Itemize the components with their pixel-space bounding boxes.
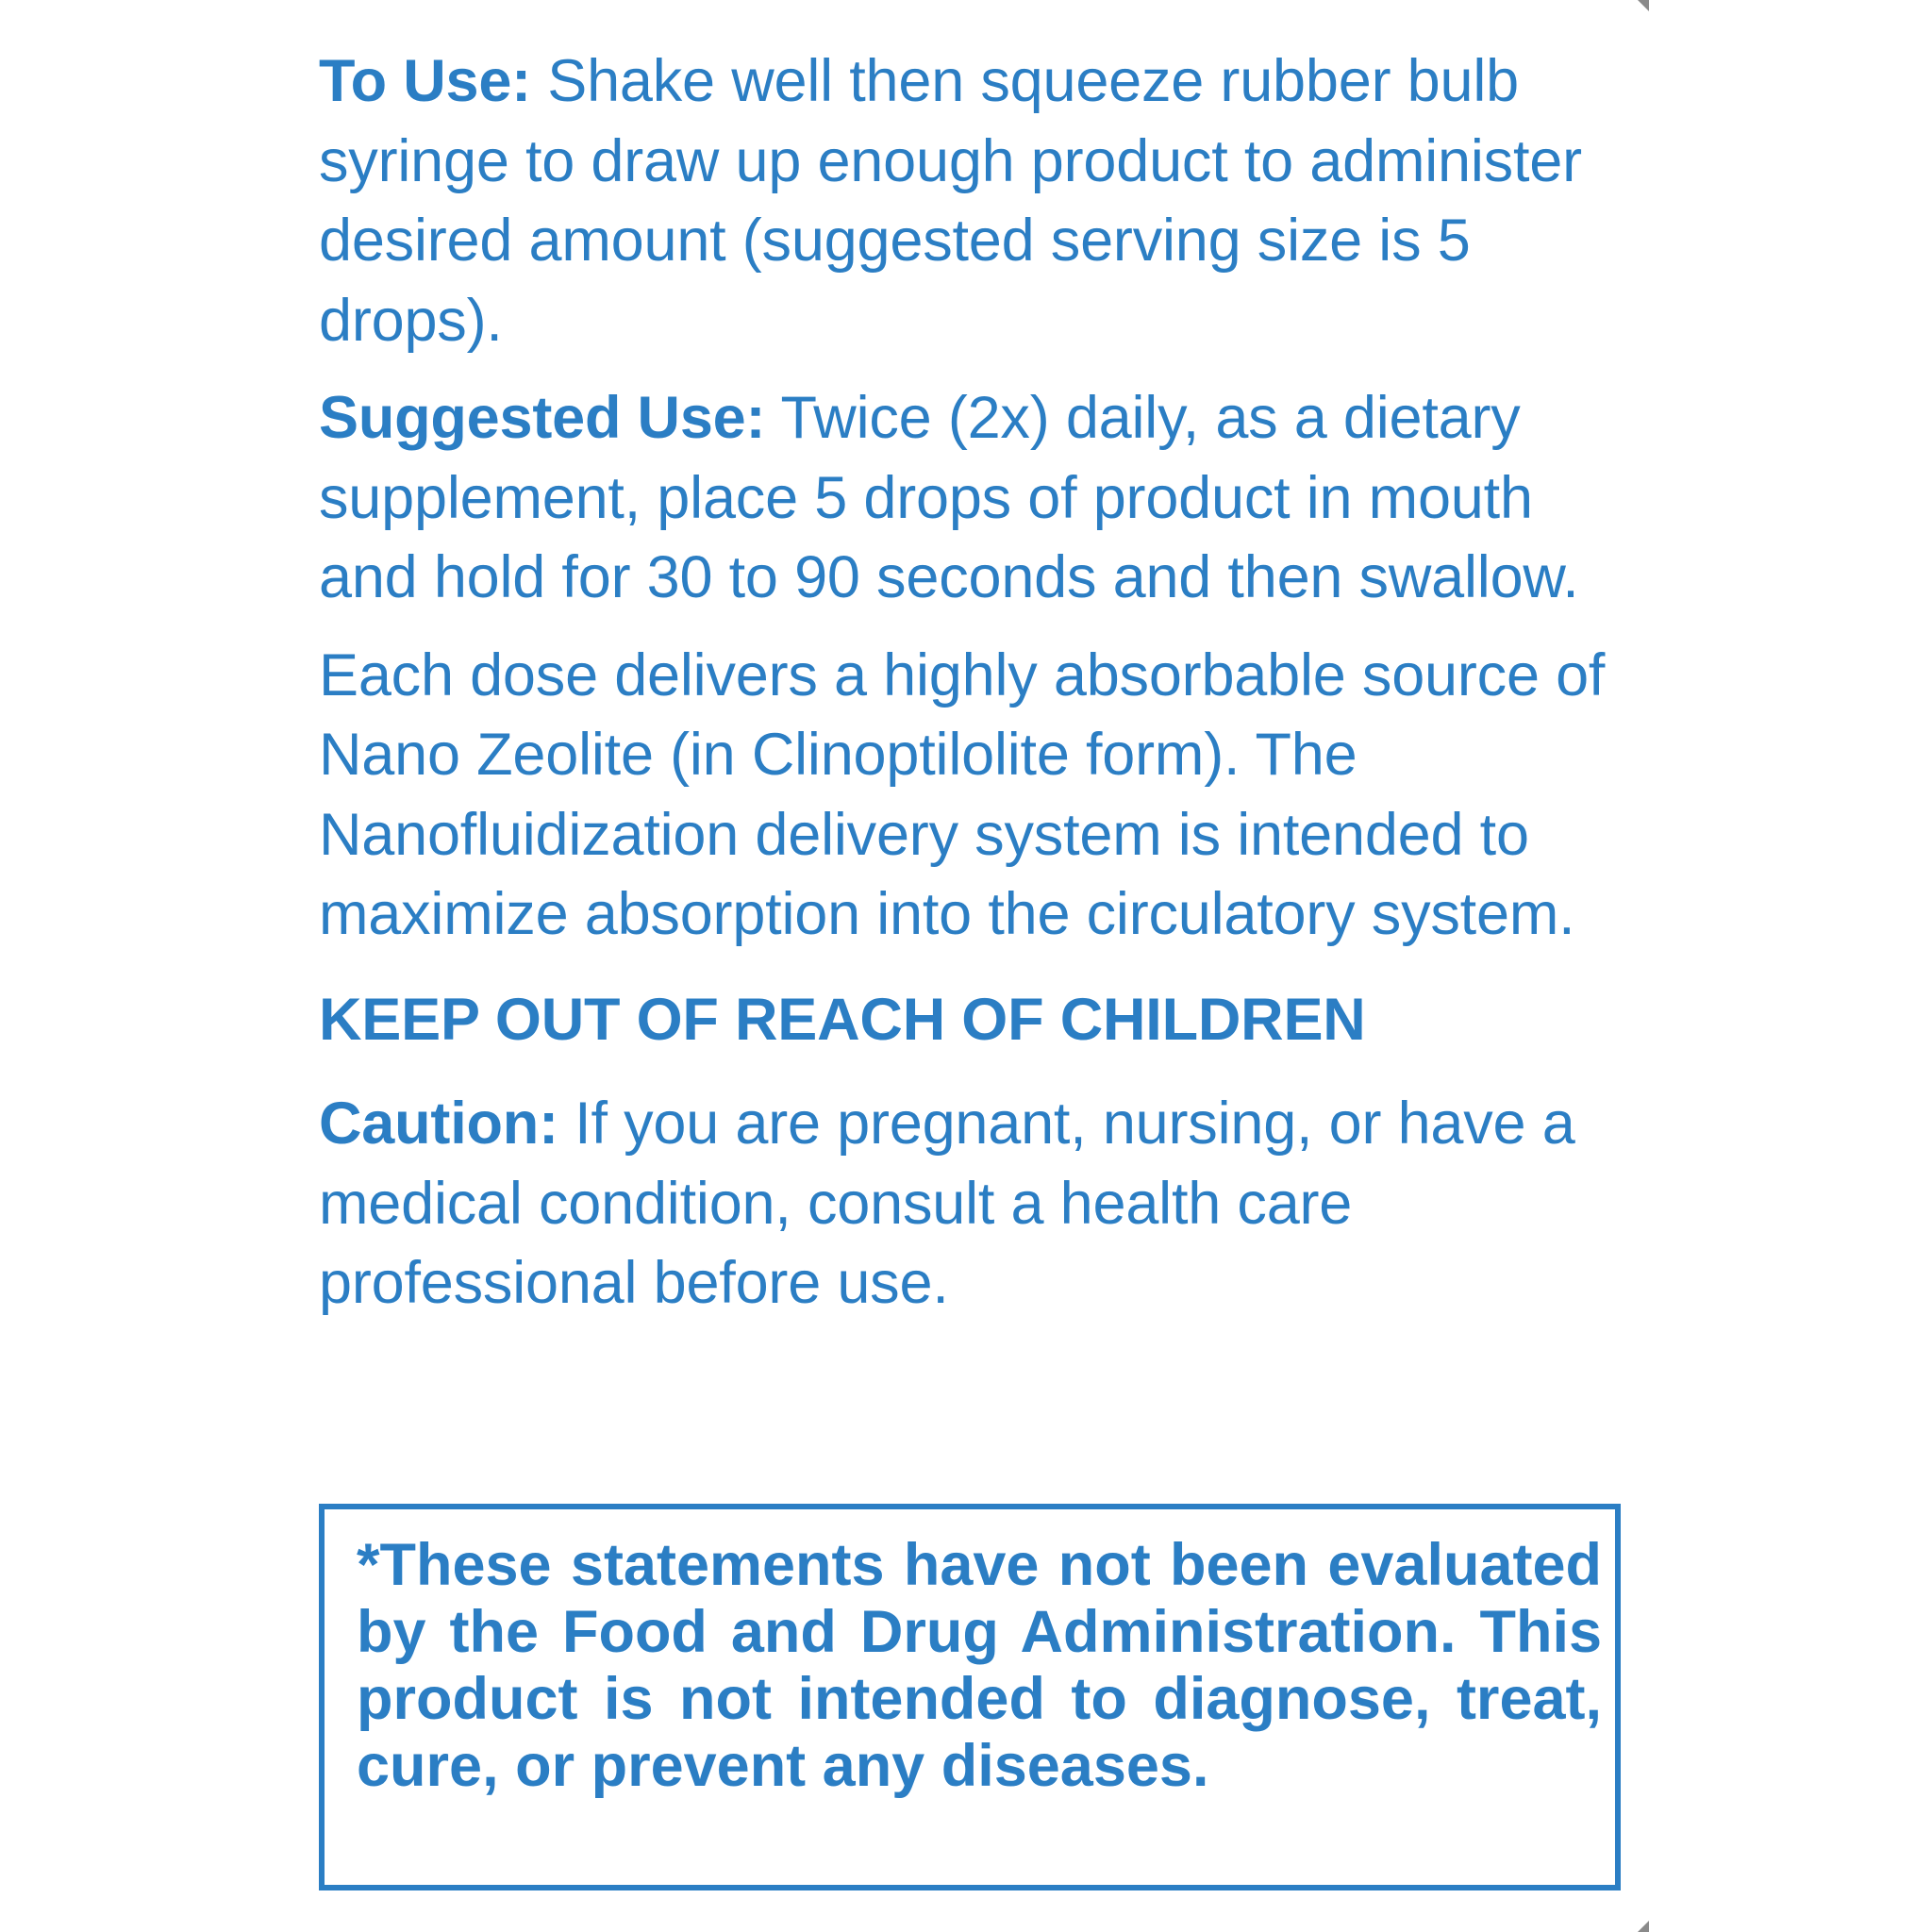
corner-mark-bottom [1638, 1921, 1649, 1932]
fda-disclaimer-text: *These statements have not been evaluated by the Food and Drug Administration. This product is not intended to diagnose, treat, cure, or prevent any diseases. [357, 1532, 1602, 1799]
to-use-text: Shake well then squeeze rubber bulb syringe to draw up enough product to administer desired amount (suggested serving size is 5 drops). [319, 48, 1582, 354]
children-warning: KEEP OUT OF REACH OF CHILDREN [319, 986, 1366, 1053]
product-description: Each dose delivers a highly absorbable source of Nano Zeolite (in Clinoptilolite form). The Nanofluidization delivery system is intended to maximize absorption into the circulatory system. [319, 641, 1606, 947]
suggested-use-text: Twice (2x) daily, as a dietary supplement, place 5 drops of product in mouth and hold for 30 to 90 seconds and then swallow. [319, 385, 1579, 610]
caution-text: If you are pregnant, nursing, or have a medical condition, consult a health care professional before use. [319, 1091, 1575, 1316]
directions-text-column [319, 42, 1640, 1324]
caution-label: Caution: [319, 1091, 558, 1157]
to-use-paragraph [319, 42, 1640, 360]
to-use-label: To Use: [319, 48, 531, 114]
suggested-use-label: Suggested Use: [319, 385, 766, 451]
fda-disclaimer-box [319, 1504, 1621, 1890]
corner-mark-top [1638, 0, 1649, 11]
suggested-use-paragraph [319, 378, 1640, 618]
caution-paragraph [319, 1084, 1640, 1324]
